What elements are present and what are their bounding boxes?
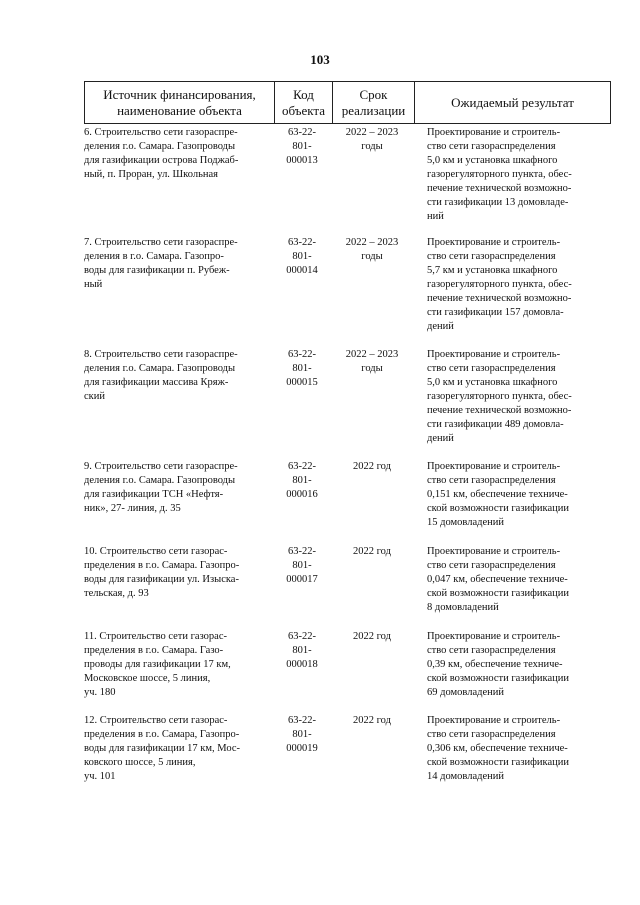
- object-name-line: 6. Строительство сети газораспре-: [84, 127, 238, 138]
- object-name-line: уч. 101: [84, 771, 116, 782]
- table-row: [84, 545, 611, 615]
- expected-result-line: сти газификации 489 домовла-: [427, 419, 564, 430]
- expected-result-line: 5,0 км и установка шкафного: [427, 155, 558, 166]
- object-code-line: 63-22-: [288, 715, 316, 726]
- table-header: [84, 81, 611, 124]
- expected-result-line: 8 домовладений: [427, 602, 499, 613]
- object-code-line: 801-: [292, 729, 312, 740]
- object-code-line: 000014: [286, 265, 318, 276]
- expected-result-line: Проектирование и строитель-: [427, 237, 561, 248]
- expected-result-line: 14 домовладений: [427, 771, 504, 782]
- object-name-line: Московское шоссе, 5 линия,: [84, 673, 211, 684]
- object-name-line: 7. Строительство сети газораспре-: [84, 237, 238, 248]
- object-name-line: 10. Строительство сети газорас-: [84, 546, 228, 557]
- expected-result-line: ство сети газораспределения: [427, 251, 556, 262]
- object-name-line: пределения в г.о. Самара, Газопро-: [84, 729, 240, 740]
- expected-result-line: 0,047 км, обеспечение техниче-: [427, 574, 568, 585]
- object-name-line: уч. 180: [84, 687, 116, 698]
- implementation-term-cell: [331, 714, 413, 784]
- object-name-line: воды для газификации п. Рубеж-: [84, 265, 230, 276]
- expected-result-cell: [413, 126, 611, 224]
- header-term: [332, 82, 414, 123]
- expected-result-line: ство сети газораспределения: [427, 560, 556, 571]
- object-name-cell: [84, 236, 273, 334]
- header-text: Срок: [359, 86, 388, 102]
- header-text: объекта: [281, 102, 326, 118]
- object-code-line: 000016: [286, 489, 318, 500]
- expected-result-line: печение технической возможно-: [427, 293, 572, 304]
- object-code-cell: [273, 348, 331, 446]
- implementation-term-line: 2022 год: [353, 546, 391, 557]
- object-name-line: деления г.о. Самара. Газопроводы: [84, 475, 236, 486]
- header-text: реализации: [341, 102, 406, 118]
- object-code-line: 63-22-: [288, 127, 316, 138]
- expected-result-line: 0,39 км, обеспечение техниче-: [427, 659, 563, 670]
- expected-result-line: сти газификации 157 домовла-: [427, 307, 564, 318]
- object-name-line: 8. Строительство сети газораспре-: [84, 349, 238, 360]
- object-code-line: 000019: [286, 743, 318, 754]
- implementation-term-cell: [331, 236, 413, 334]
- object-code-cell: [273, 460, 331, 530]
- expected-result-line: газорегуляторного пункта, обес-: [427, 169, 572, 180]
- expected-result-cell: [413, 545, 611, 615]
- object-code-line: 000018: [286, 659, 318, 670]
- object-name-cell: [84, 126, 273, 224]
- object-code-line: 63-22-: [288, 237, 316, 248]
- expected-result-line: 69 домовладений: [427, 687, 504, 698]
- object-code-line: 801-: [292, 363, 312, 374]
- object-code-line: 000015: [286, 377, 318, 388]
- header-result: [414, 82, 610, 123]
- expected-result-line: ской возможности газификации: [427, 503, 569, 514]
- implementation-term-line: годы: [361, 141, 383, 152]
- object-name-line: ковского шоссе, 5 линия,: [84, 757, 196, 768]
- implementation-term-line: 2022 год: [353, 631, 391, 642]
- object-code-cell: [273, 714, 331, 784]
- object-name-line: воды для газификации ул. Изыска-: [84, 574, 239, 585]
- expected-result-line: ство сети газораспределения: [427, 475, 556, 486]
- expected-result-line: ний: [427, 211, 444, 222]
- expected-result-line: ство сети газораспределения: [427, 141, 556, 152]
- expected-result-line: ской возможности газификации: [427, 588, 569, 599]
- object-name-line: для газификации массива Кряж-: [84, 377, 229, 388]
- object-name-cell: [84, 630, 273, 700]
- expected-result-line: 0,306 км, обеспечение техниче-: [427, 743, 568, 754]
- object-name-line: проводы для газификации 17 км,: [84, 659, 231, 670]
- table-row: [84, 630, 611, 700]
- expected-result-cell: [413, 236, 611, 334]
- object-name-line: для газификации острова Поджаб-: [84, 155, 239, 166]
- object-code-cell: [273, 126, 331, 224]
- expected-result-line: Проектирование и строитель-: [427, 461, 561, 472]
- implementation-term-cell: [331, 460, 413, 530]
- expected-result-line: печение технической возможно-: [427, 183, 572, 194]
- expected-result-line: газорегуляторного пункта, обес-: [427, 391, 572, 402]
- implementation-term-cell: [331, 348, 413, 446]
- page-number: 103: [310, 52, 330, 67]
- object-code-line: 801-: [292, 141, 312, 152]
- expected-result-line: печение технической возможно-: [427, 405, 572, 416]
- implementation-term-cell: [331, 630, 413, 700]
- implementation-term-cell: [331, 126, 413, 224]
- object-code-line: 801-: [292, 560, 312, 571]
- object-name-line: деления г.о. Самара. Газопроводы: [84, 141, 236, 152]
- object-code-line: 63-22-: [288, 461, 316, 472]
- object-name-cell: [84, 460, 273, 530]
- implementation-term-line: 2022 – 2023: [345, 127, 399, 138]
- object-name-line: пределения в г.о. Самара. Газо-: [84, 645, 224, 656]
- table-row: [84, 126, 611, 224]
- expected-result-line: 5,7 км и установка шкафного: [427, 265, 558, 276]
- object-code-cell: [273, 545, 331, 615]
- expected-result-line: 5,0 км и установка шкафного: [427, 377, 558, 388]
- expected-result-line: ство сети газораспределения: [427, 645, 556, 656]
- object-name-line: ский: [84, 391, 105, 402]
- object-code-line: 801-: [292, 475, 312, 486]
- implementation-term-line: годы: [361, 251, 383, 262]
- object-name-line: тельская, д. 93: [84, 588, 149, 599]
- expected-result-line: Проектирование и строитель-: [427, 127, 561, 138]
- object-name-cell: [84, 714, 273, 784]
- table-row: [84, 714, 611, 784]
- expected-result-line: ской возможности газификации: [427, 673, 569, 684]
- header-text: Источник финансирования,: [103, 86, 256, 102]
- object-name-line: воды для газификации 17 км, Мос-: [84, 743, 240, 754]
- object-code-cell: [273, 630, 331, 700]
- object-name-line: ный: [84, 279, 103, 290]
- object-code-line: 000013: [286, 155, 318, 166]
- object-code-line: 63-22-: [288, 546, 316, 557]
- table-row: [84, 236, 611, 334]
- implementation-term-line: 2022 год: [353, 461, 391, 472]
- expected-result-cell: [413, 630, 611, 700]
- expected-result-cell: [413, 348, 611, 446]
- object-name-line: 11. Строительство сети газорас-: [84, 631, 228, 642]
- implementation-term-line: 2022 год: [353, 715, 391, 726]
- expected-result-line: ство сети газораспределения: [427, 363, 556, 374]
- implementation-term-line: 2022 – 2023: [345, 237, 399, 248]
- object-name-line: ник», 27- линия, д. 35: [84, 503, 181, 514]
- expected-result-line: ской возможности газификации: [427, 757, 569, 768]
- object-name-cell: [84, 545, 273, 615]
- expected-result-line: дений: [427, 321, 454, 332]
- object-name-line: для газификации ТСН «Нефтя-: [84, 489, 224, 500]
- header-source: [85, 82, 274, 123]
- expected-result-line: Проектирование и строитель-: [427, 631, 561, 642]
- table-row: [84, 460, 611, 530]
- expected-result-line: 15 домовладений: [427, 517, 504, 528]
- object-name-line: ный, п. Проран, ул. Школьная: [84, 169, 218, 180]
- header-text: Ожидаемый результат: [451, 94, 574, 110]
- header-text: наименование объекта: [117, 102, 242, 118]
- object-name-cell: [84, 348, 273, 446]
- implementation-term-cell: [331, 545, 413, 615]
- table-row: [84, 348, 611, 446]
- implementation-term-line: годы: [361, 363, 383, 374]
- expected-result-line: сти газификации 13 домовладе-: [427, 197, 569, 208]
- expected-result-line: Проектирование и строитель-: [427, 349, 561, 360]
- header-text: Код: [293, 86, 314, 102]
- object-name-line: 9. Строительство сети газораспре-: [84, 461, 238, 472]
- expected-result-line: Проектирование и строитель-: [427, 715, 561, 726]
- expected-result-line: газорегуляторного пункта, обес-: [427, 279, 572, 290]
- object-code-line: 63-22-: [288, 631, 316, 642]
- object-code-line: 801-: [292, 251, 312, 262]
- header-code: [274, 82, 332, 123]
- expected-result-line: ство сети газораспределения: [427, 729, 556, 740]
- object-name-line: деления в г.о. Самара. Газопро-: [84, 251, 224, 262]
- expected-result-cell: [413, 714, 611, 784]
- expected-result-line: 0,151 км, обеспечение техниче-: [427, 489, 568, 500]
- object-code-line: 000017: [286, 574, 318, 585]
- expected-result-line: дений: [427, 433, 454, 444]
- object-code-line: 63-22-: [288, 349, 316, 360]
- object-code-cell: [273, 236, 331, 334]
- object-code-line: 801-: [292, 645, 312, 656]
- object-name-line: деления г.о. Самара. Газопроводы: [84, 363, 236, 374]
- expected-result-line: Проектирование и строитель-: [427, 546, 561, 557]
- object-name-line: 12. Строительство сети газорас-: [84, 715, 228, 726]
- implementation-term-line: 2022 – 2023: [345, 349, 399, 360]
- object-name-line: пределения в г.о. Самара. Газопро-: [84, 560, 240, 571]
- expected-result-cell: [413, 460, 611, 530]
